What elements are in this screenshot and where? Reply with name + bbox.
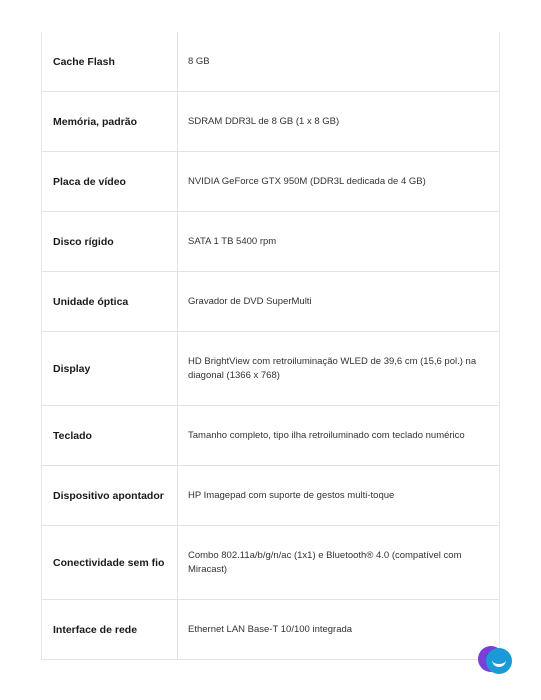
- spec-table: [41, 32, 500, 660]
- spec-row-cache-flash: [42, 32, 499, 92]
- chat-smile-icon[interactable]: [478, 644, 512, 674]
- spec-row-display: [42, 332, 499, 406]
- spec-label: Disco rígido: [42, 212, 178, 271]
- spec-value: 8 GB: [188, 55, 210, 67]
- chat-circle-front: [486, 648, 512, 674]
- spec-row-optical-drive: [42, 272, 499, 332]
- spec-label: Teclado: [42, 406, 178, 465]
- spec-row-keyboard: [42, 406, 499, 466]
- spec-value: Ethernet LAN Base-T 10/100 integrada: [188, 623, 353, 635]
- spec-row-graphics: [42, 152, 499, 212]
- spec-label: Placa de vídeo: [42, 152, 178, 211]
- spec-value: HD BrightView com retroiluminação WLED de 39,6 cm (15,6 pol.) na diagonal (1366 x 768): [188, 355, 477, 381]
- spec-label: Memória, padrão: [42, 92, 178, 151]
- spec-value: Gravador de DVD SuperMulti: [188, 295, 312, 307]
- spec-row-wireless: [42, 526, 499, 600]
- spec-label: Unidade óptica: [42, 272, 178, 331]
- spec-row-pointing-device: [42, 466, 499, 526]
- spec-row-hard-drive: [42, 212, 499, 272]
- spec-row-memory: [42, 92, 499, 152]
- spec-label: Display: [42, 332, 178, 405]
- spec-value: NVIDIA GeForce GTX 950M (DDR3L dedicada de 4 GB): [188, 175, 426, 187]
- spec-label: Conectividade sem fio: [42, 526, 178, 599]
- spec-label: Cache Flash: [42, 32, 178, 91]
- spec-value: Combo 802.11a/b/g/n/ac (1x1) e Bluetooth® 4.0 (compatível com Miracast): [188, 549, 462, 575]
- spec-label: Interface de rede: [42, 600, 178, 659]
- spec-value: SDRAM DDR3L de 8 GB (1 x 8 GB): [188, 115, 340, 127]
- spec-value: HP Imagepad com suporte de gestos multi-toque: [188, 489, 395, 501]
- spec-label: Dispositivo apontador: [42, 466, 178, 525]
- spec-row-network: [42, 600, 499, 660]
- spec-value: SATA 1 TB 5400 rpm: [188, 235, 277, 247]
- smile-icon: [492, 656, 506, 667]
- spec-value: Tamanho completo, tipo ilha retroiluminado com teclado numérico: [188, 429, 465, 441]
